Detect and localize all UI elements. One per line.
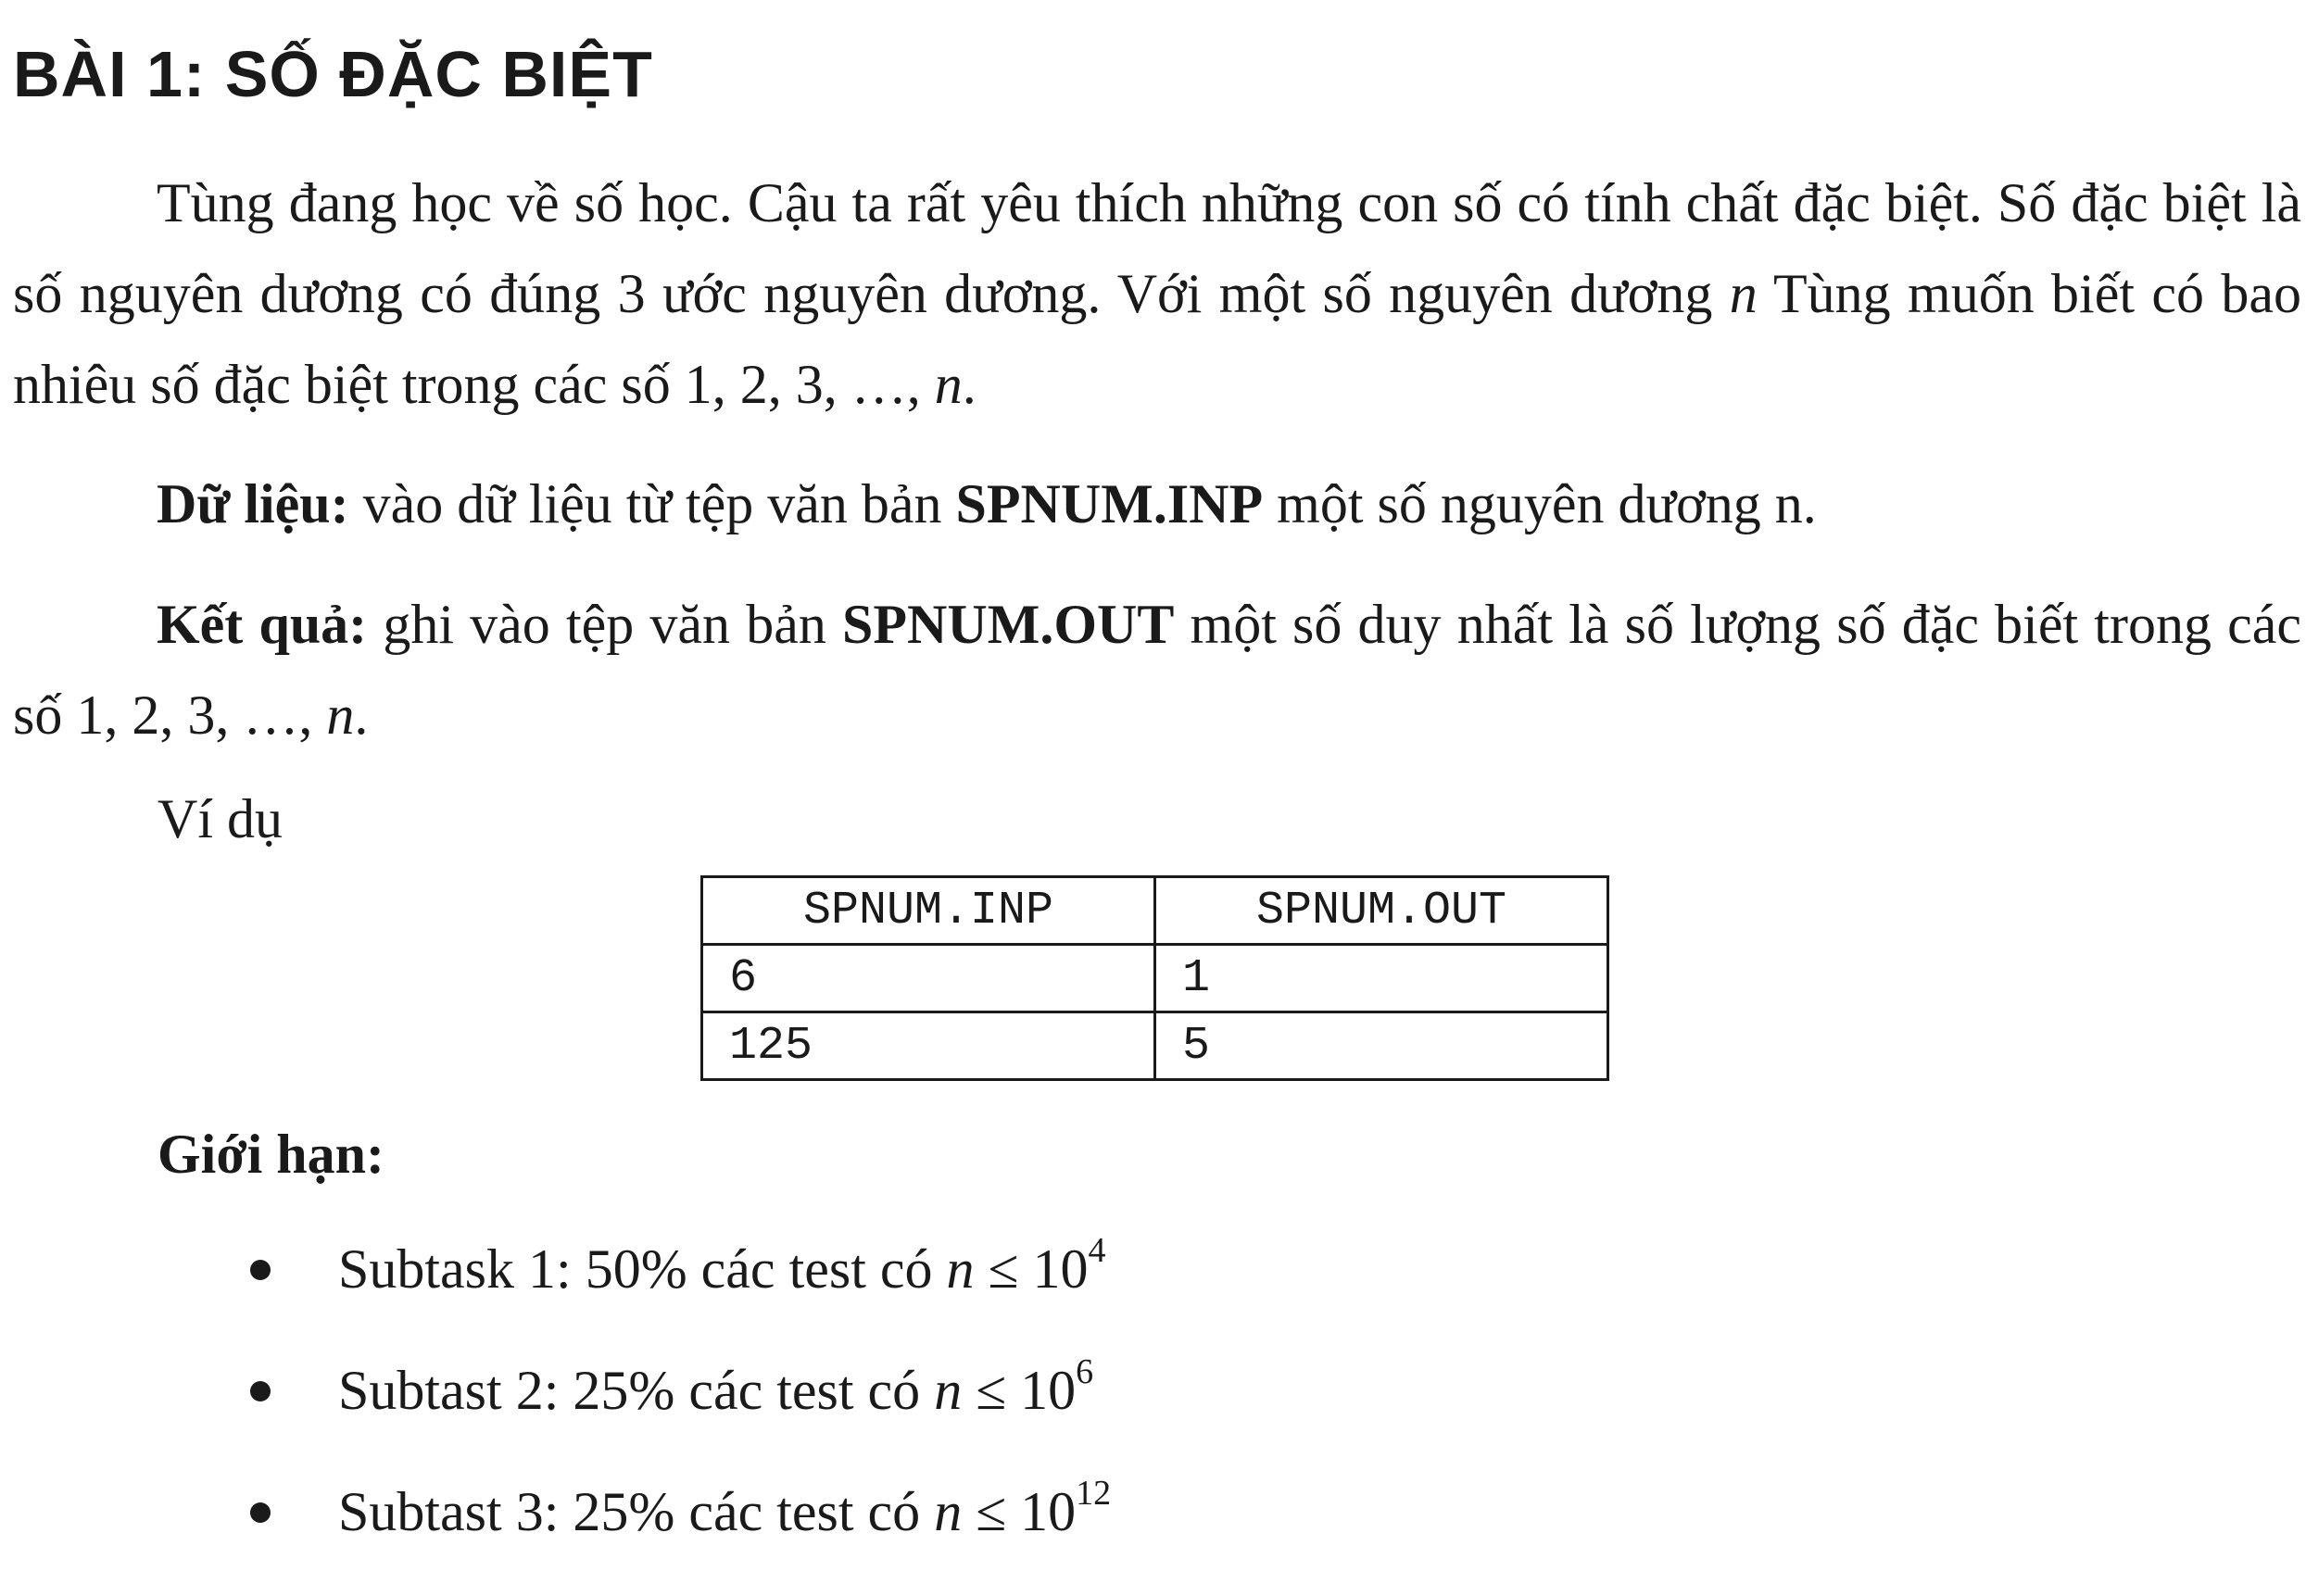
subtask-exponent: 6 <box>1076 1352 1094 1391</box>
subtask-relation: ≤ 10 <box>962 1360 1077 1421</box>
problem-statement <box>13 157 2301 430</box>
list-item <box>0 1475 1111 1596</box>
table-cell-output: 5 <box>1155 1012 1608 1080</box>
list-item <box>0 1232 1111 1353</box>
subtask-list <box>0 1232 1111 1596</box>
input-filename: SPNUM.INP <box>955 473 1264 534</box>
subtask-text: Subtast 2: 25% các test có <box>338 1360 935 1421</box>
statement-text-1: Tùng đang học về số học. Cậu ta rất yêu thích những con số có tính chất đặc biệt. Số đặc biệt là số nguyên dương có đúng 3 ước nguyên dương. Với một số nguyên dương <box>13 172 2301 324</box>
subtask-exponent: 4 <box>1088 1231 1106 1270</box>
subtask-text: Subtast 3: 25% các test có <box>338 1481 935 1542</box>
variable-n: n <box>934 354 963 415</box>
output-text-1: ghi vào tệp văn bản <box>367 594 843 655</box>
statement-text-2: Tùng muốn biết có bao nhiêu số đặc biệt trong các số 1, 2, 3, …, <box>13 263 2301 415</box>
input-description <box>13 459 2301 549</box>
table-cell-output: 1 <box>1155 945 1608 1012</box>
table-cell-input: 125 <box>702 1012 1155 1080</box>
variable-n: n <box>1729 263 1758 324</box>
variable-n: n <box>934 1360 963 1421</box>
table-header-output: SPNUM.OUT <box>1155 877 1608 945</box>
output-text-2: một số duy nhất là số lượng số đặc biết trong các số 1, 2, 3, …, <box>13 594 2301 746</box>
table-cell-input: 6 <box>702 945 1155 1012</box>
subtask-relation: ≤ 10 <box>962 1481 1077 1542</box>
sample-table <box>700 875 1609 1081</box>
list-item <box>0 1353 1111 1475</box>
subtask-exponent: 12 <box>1076 1474 1112 1513</box>
limits-title: Giới hạn: <box>158 1124 384 1185</box>
table-row <box>702 1012 1608 1080</box>
bullet-icon <box>250 1502 271 1523</box>
problem-title: BÀI 1: SỐ ĐẶC BIỆT <box>13 38 653 110</box>
bullet-icon <box>250 1381 271 1401</box>
bullet-icon <box>250 1260 271 1280</box>
input-text-1: vào dữ liệu từ tệp văn bản <box>348 473 956 534</box>
output-label: Kết quả: <box>157 594 368 655</box>
output-filename: SPNUM.OUT <box>842 594 1175 655</box>
variable-n: n <box>326 685 355 746</box>
variable-n: n <box>934 1481 963 1542</box>
output-text-3: . <box>354 685 369 746</box>
variable-n: n <box>946 1238 975 1300</box>
subtask-relation: ≤ 10 <box>974 1238 1089 1300</box>
table-header-input: SPNUM.INP <box>702 877 1155 945</box>
output-description <box>13 579 2301 760</box>
statement-text-3: . <box>962 354 977 415</box>
table-header-row <box>702 877 1608 945</box>
subtask-text: Subtask 1: 50% các test có <box>338 1238 947 1300</box>
table-row <box>702 945 1608 1012</box>
example-label: Ví dụ <box>158 788 283 849</box>
input-label: Dữ liệu: <box>157 473 349 534</box>
input-text-2: một số nguyên dương n. <box>1263 473 1817 534</box>
